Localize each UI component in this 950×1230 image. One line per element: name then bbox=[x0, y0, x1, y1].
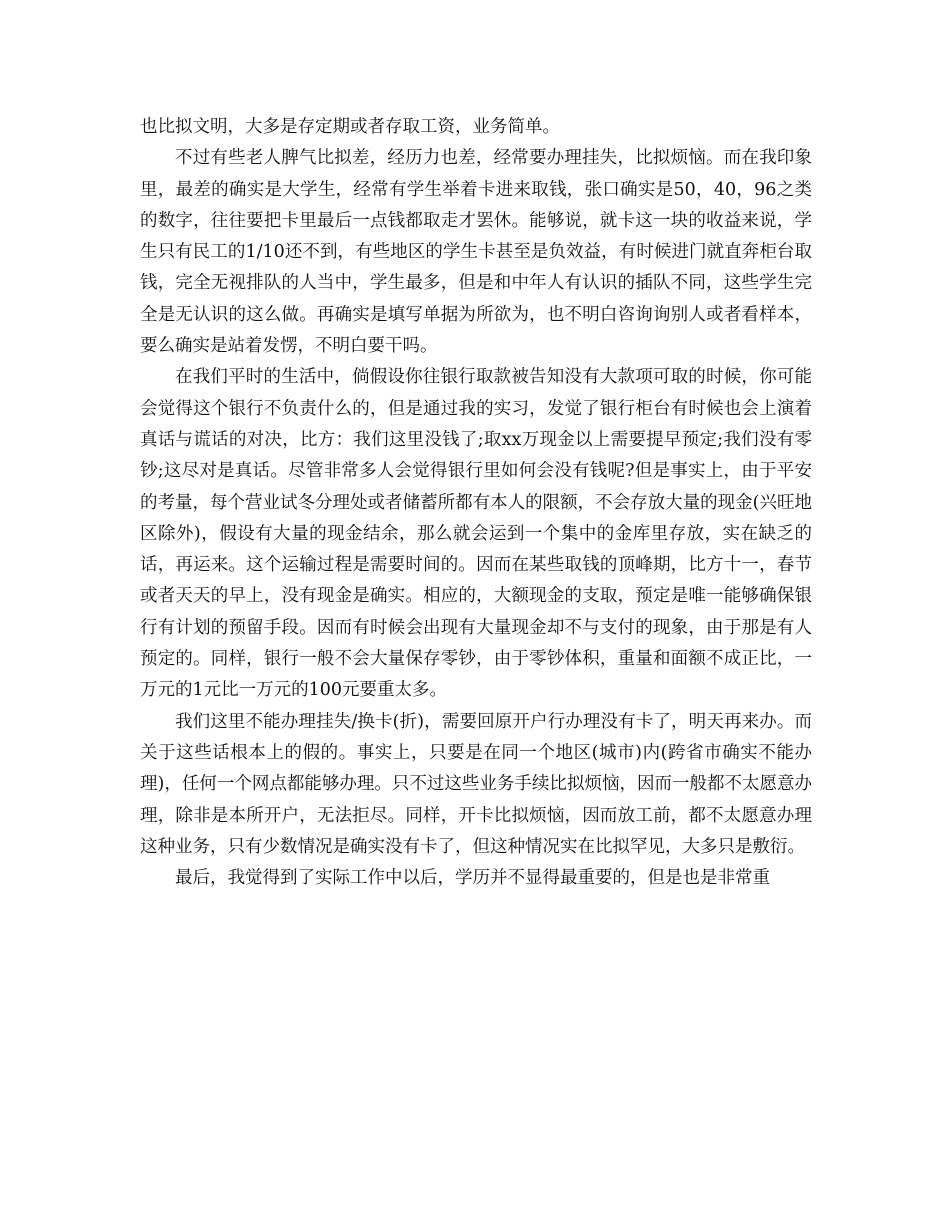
paragraph-4: 我们这里不能办理挂失/换卡(折)，需要回原开户行办理没有卡了，明天再来办。而关于这些话根本上的假的。事实上，只要是在同一个地区(城市)内(跨省市确实不能办理)，任何一个网点都能够办理。只不过这些业务手续比拟烦恼，因而一般都不太愿意办理，除非是本所开户，无法拒尽。同样，开卡比拟烦恼，因而放工前，都不太愿意办理这种业务，只有少数情况是确实没有卡了，但这种情况实在比拟罕见，大多只是敷衍。 bbox=[140, 711, 812, 857]
paragraph-2: 不过有些老人脾气比拟差，经历力也差，经常要办理挂失，比拟烦恼。而在我印象里，最差的确实是大学生，经常有学生举着卡进来取钱，张口确实是50，40，96之类的数字，往往要把卡里最后一点钱都取走才罢休。能够说，就卡这一块的收益来说，学生只有民工的1/10还不到，有些地区的学生卡甚至是负效益，有时候进门就直奔柜台取钱，完全无视排队的人当中，学生最多，但是和中年人有认识的插队不同，这些学生完全是无认识的这么做。再确实是填写单据为所欲为，也不明白咨询询别人或者看样本，要么确实是站着发愣，不明白要干吗。 bbox=[140, 148, 812, 357]
paragraph-5: 最后，我觉得到了实际工作中以后，学历并不显得最重要的，但是也是非常重 bbox=[175, 868, 770, 889]
paragraph-3: 在我们平时的生活中，倘假设你往银行取款被告知没有大款项可取的时候，你可能会觉得这个银行不负责什么的，但是通过我的实习，发觉了银行柜台有时候也会上演着真话与谎话的对决，比方：我们这里没钱了;取xx万现金以上需要提早预定;我们没有零钞;这尽对是真话。尽管非常多人会觉得银行里如何会没有钱呢?但是事实上，由于平安的考量，每个营业试冬分理处或者储蓄所都有本人的限额，不会存放大量的现金(兴旺地区除外)，假设有大量的现金结余，那么就会运到一个集中的金库里存放，实在缺乏的话，再运来。这个运输过程是需要时间的。因而在某些取钱的顶峰期，比方十一，春节或者天天的早上，没有现金是确实。相应的，大额现金的支取，预定是唯一能够确保银行有计划的预留手段。因而有时候会出现有大量现金却不与支付的现象，由于那是有人预定的。同样，银行一般不会大量保存零钞，由于零钞体积，重量和面额不成正比，一万元的1元比一万元的100元要重太多。 bbox=[140, 367, 812, 701]
document-page bbox=[140, 112, 812, 894]
paragraph-1: 也比拟文明，大多是存定期或者存取工资，业务简单。 bbox=[140, 117, 560, 137]
